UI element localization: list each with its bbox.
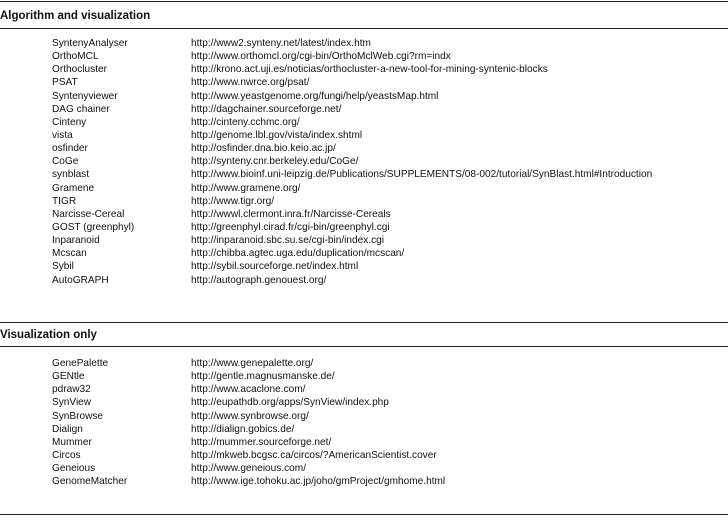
tool-url-link[interactable]: http://dialign.gobics.de/ bbox=[191, 423, 295, 435]
tool-url-link[interactable]: http://www.nwrce.org/psat/ bbox=[191, 77, 310, 89]
table-row bbox=[0, 182, 728, 195]
table-row bbox=[0, 221, 728, 234]
table-row bbox=[0, 357, 728, 370]
tool-url-link[interactable]: http://www.synbrowse.org/ bbox=[191, 410, 309, 422]
tool-url-link[interactable]: http://eupathdb.org/apps/SynView/index.php bbox=[191, 397, 389, 409]
tool-url-link[interactable]: http://www.bioinf.uni-leipzig.de/Publications/SUPPLEMENTS/08-002/tutorial/SynBlast.html#Introduction bbox=[191, 169, 653, 181]
tool-url-link[interactable]: http://chibba.agtec.uga.edu/duplication/mcscan/ bbox=[191, 248, 405, 260]
tool-url-link[interactable]: http://autograph.genouest.org/ bbox=[191, 274, 327, 286]
tool-url-link[interactable]: http://osfinder.dna.bio.keio.ac.jp/ bbox=[191, 143, 336, 155]
tool-name: Orthocluster bbox=[52, 64, 107, 76]
tool-name: Geneious bbox=[52, 463, 96, 475]
tool-name: TIGR bbox=[52, 195, 77, 207]
tool-url-link[interactable]: http://synteny.cnr.berkeley.edu/CoGe/ bbox=[191, 156, 359, 168]
tool-name: PSAT bbox=[52, 77, 78, 89]
table-row bbox=[0, 168, 728, 181]
tool-name: Cinteny bbox=[52, 116, 87, 128]
table-row bbox=[0, 37, 728, 50]
tool-name: GenomeMatcher bbox=[52, 476, 128, 488]
table-row bbox=[0, 76, 728, 89]
tool-name: GOST (greenphyl) bbox=[52, 221, 135, 233]
tool-name: GENtle bbox=[52, 371, 85, 383]
tool-url-link[interactable]: http://www.orthomcl.org/cgi-bin/OrthoMclWeb.cgi?rm=indx bbox=[191, 51, 451, 63]
tool-name: Syntenyviewer bbox=[52, 90, 118, 102]
table-row bbox=[0, 116, 728, 129]
table-row bbox=[0, 449, 728, 462]
tool-name: OrthoMCL bbox=[52, 51, 99, 63]
tool-name: Inparanoid bbox=[52, 235, 100, 247]
tool-url-link[interactable]: http://www.acaclone.com/ bbox=[191, 384, 306, 396]
tool-url-link[interactable]: http://www.ige.tohoku.ac.jp/joho/gmProject/gmhome.html bbox=[191, 476, 446, 488]
table-row bbox=[0, 475, 728, 488]
section-divider-rule bbox=[0, 322, 728, 323]
table-row bbox=[0, 129, 728, 142]
tool-name: CoGe bbox=[52, 156, 79, 168]
table-row bbox=[0, 208, 728, 221]
tool-name: AutoGRAPH bbox=[52, 274, 109, 286]
tool-list-visualization-only bbox=[0, 357, 728, 488]
table-row bbox=[0, 247, 728, 260]
table-row bbox=[0, 383, 728, 396]
tool-url-link[interactable]: http://greenphyl.cirad.fr/cgi-bin/greenphyl.cgi bbox=[191, 221, 390, 233]
tool-name: Mummer bbox=[52, 436, 92, 448]
tool-url-link[interactable]: http://www.geneious.com/ bbox=[191, 463, 307, 475]
tool-name: Mcscan bbox=[52, 248, 87, 260]
tool-name: GenePalette bbox=[52, 358, 109, 369]
table-row bbox=[0, 410, 728, 423]
table-row bbox=[0, 142, 728, 155]
tool-url-link[interactable]: http://www2.synteny.net/latest/index.htm bbox=[191, 38, 371, 49]
table-row bbox=[0, 90, 728, 103]
tool-url-link[interactable]: http://inparanoid.sbc.su.se/cgi-bin/index.cgi bbox=[191, 235, 385, 247]
tool-url-link[interactable]: http://krono.act.uji.es/noticias/orthocluster-a-new-tool-for-mining-syntenic-blocks bbox=[191, 64, 548, 76]
tool-url-link[interactable]: http://www.genepalette.org/ bbox=[191, 358, 314, 369]
table-row bbox=[0, 63, 728, 76]
tool-name: SyntenyAnalyser bbox=[52, 38, 128, 49]
table-row bbox=[0, 234, 728, 247]
tool-name: synblast bbox=[52, 169, 90, 181]
section-title-algorithm-visualization: Algorithm and visualization bbox=[0, 10, 151, 22]
tool-url-link[interactable]: http://genome.lbl.gov/vista/index.shtml bbox=[191, 129, 363, 141]
tool-name: Circos bbox=[52, 449, 81, 461]
bottom-rule bbox=[0, 514, 728, 515]
tool-name: osfinder bbox=[52, 143, 88, 155]
tool-url-link[interactable]: http://cinteny.cchmc.org/ bbox=[191, 116, 300, 128]
tool-name: Sybil bbox=[52, 261, 74, 273]
tool-url-link[interactable]: http://mummer.sourceforge.net/ bbox=[191, 436, 332, 448]
tool-name: Narcisse-Cereal bbox=[52, 208, 125, 220]
tool-name: vista bbox=[52, 129, 73, 141]
tool-name: pdraw32 bbox=[52, 384, 91, 396]
tool-url-link[interactable]: http://dagchainer.sourceforge.net/ bbox=[191, 103, 342, 115]
tool-name: SynView bbox=[52, 397, 92, 409]
table-row bbox=[0, 370, 728, 383]
tool-name: Gramene bbox=[52, 182, 95, 194]
tool-url-link[interactable]: http://www.yeastgenome.org/fungi/help/yeastsMap.html bbox=[191, 90, 439, 102]
tool-url-link[interactable]: http://www.gramene.org/ bbox=[191, 182, 301, 194]
section-title-visualization-only: Visualization only bbox=[0, 329, 97, 341]
tool-name: DAG chainer bbox=[52, 103, 110, 115]
tool-url-link[interactable]: http://www.tigr.org/ bbox=[191, 195, 275, 207]
tool-url-link[interactable]: http://mkweb.bcgsc.ca/circos/?AmericanScientist.cover bbox=[191, 449, 437, 461]
tool-name: Dialign bbox=[52, 423, 83, 435]
table-row bbox=[0, 274, 728, 287]
tool-url-link[interactable]: http://sybil.sourceforge.net/index.html bbox=[191, 261, 359, 273]
tool-name: SynBrowse bbox=[52, 410, 104, 422]
table-row bbox=[0, 155, 728, 168]
top-rule bbox=[0, 1, 728, 2]
table-row bbox=[0, 103, 728, 116]
tool-url-link[interactable]: http://wwwl.clermont.inra.fr/Narcisse-Cereals bbox=[191, 208, 391, 220]
tool-url-link[interactable]: http://gentle.magnusmanske.de/ bbox=[191, 371, 335, 383]
section-rule-algorithm-visualization bbox=[0, 28, 728, 29]
table-row bbox=[0, 436, 728, 449]
table-row bbox=[0, 462, 728, 475]
tool-list-algorithm-visualization bbox=[0, 37, 728, 287]
section-rule-visualization-only bbox=[0, 346, 728, 347]
table-row bbox=[0, 396, 728, 409]
table-row bbox=[0, 50, 728, 63]
table-row bbox=[0, 423, 728, 436]
table-row bbox=[0, 195, 728, 208]
table-row bbox=[0, 260, 728, 273]
